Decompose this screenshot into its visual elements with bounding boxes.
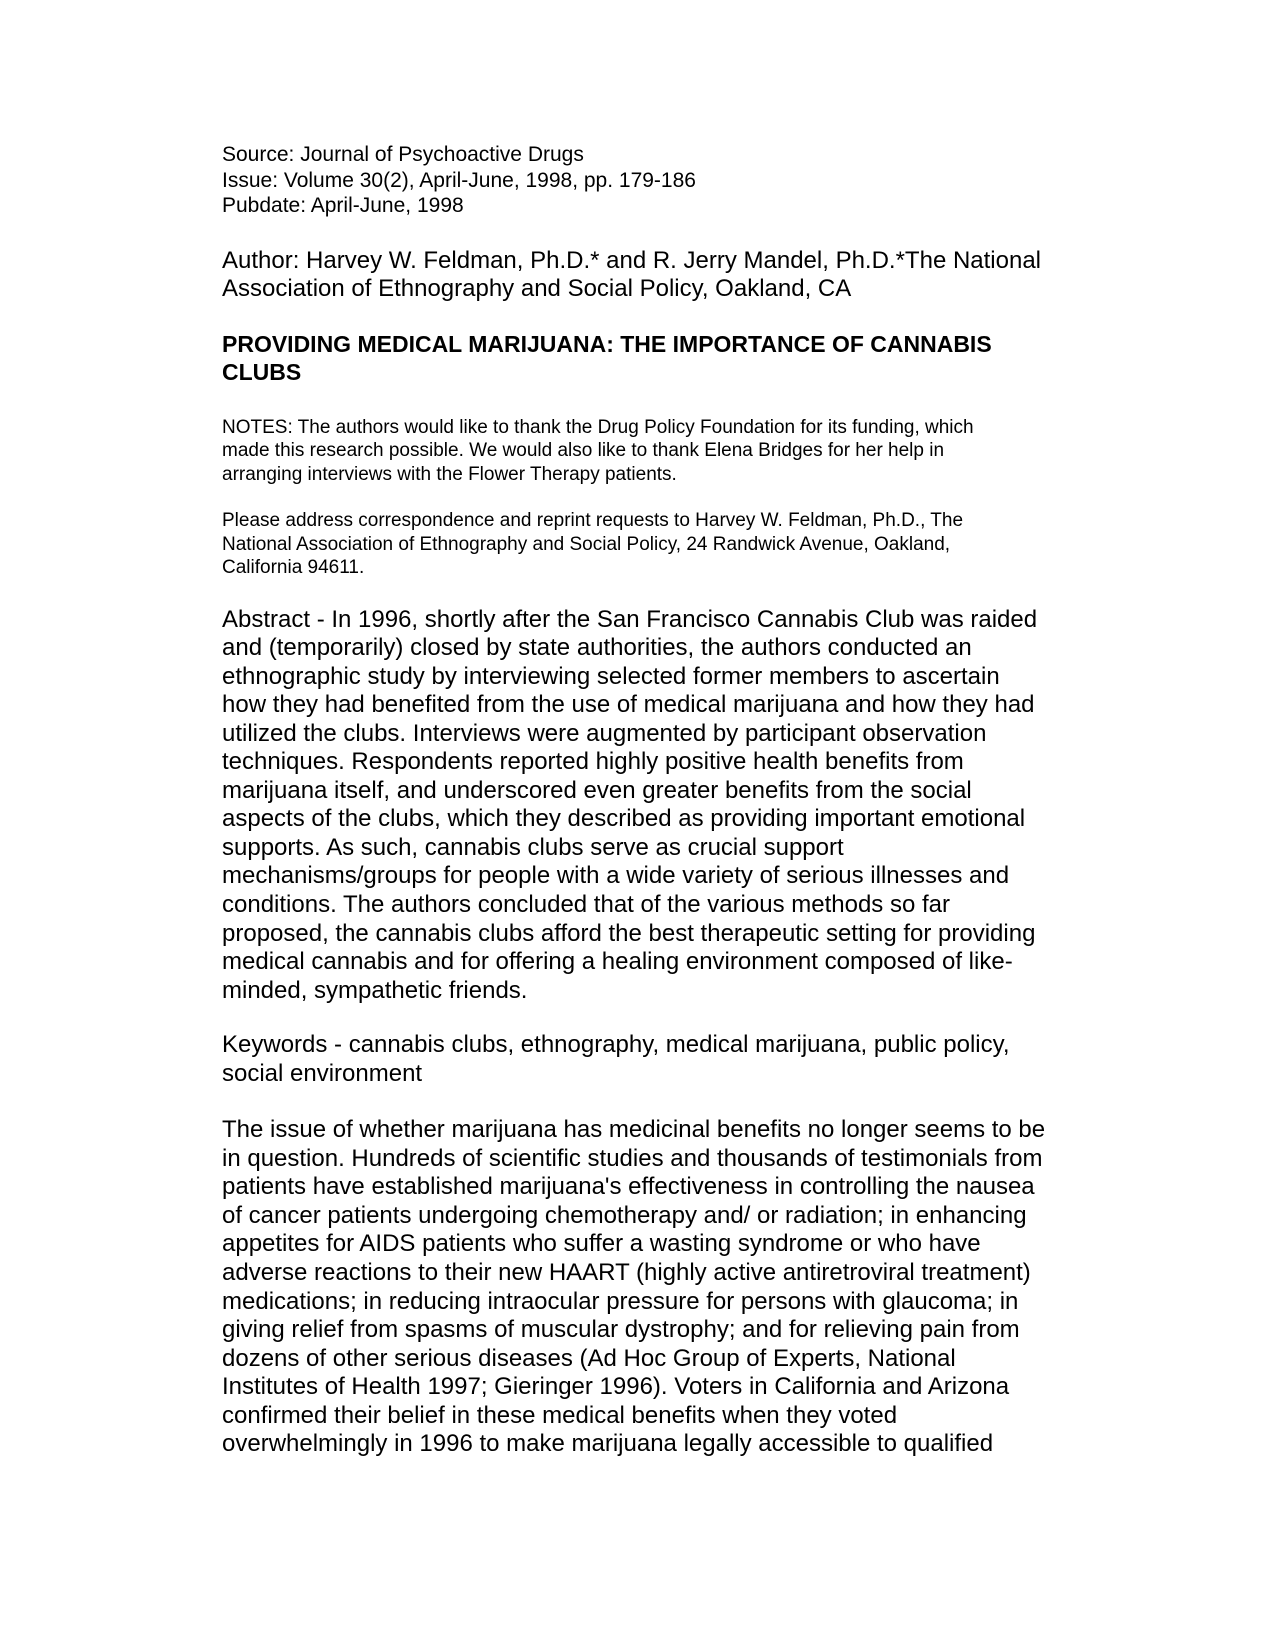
abstract-line: Abstract - In 1996, shortly after the San Francisco Cannabis Club was raided (222, 605, 1038, 633)
intro-line: overwhelmingly in 1996 to make marijuana legally accessible to qualified (222, 1430, 994, 1458)
intro-line: adverse reactions to their new HAART (highly active antiretroviral treatment) (222, 1258, 1031, 1286)
intro-line: The issue of whether marijuana has medicinal benefits no longer seems to be (222, 1116, 1046, 1144)
author-line-1: Author: Harvey W. Feldman, Ph.D.* and R. Jerry Mandel, Ph.D.*The National (222, 246, 1042, 274)
correspondence-line: California 94611. (222, 557, 365, 578)
source-block (222, 142, 1082, 219)
abstract-line: how they had benefited from the use of medical marijuana and how they had (222, 691, 1035, 719)
title-line-1: PROVIDING MEDICAL MARIJUANA: THE IMPORTANCE OF CANNABIS (222, 330, 992, 357)
abstract-line: conditions. The authors concluded that of the various methods so far (222, 890, 950, 918)
abstract-line: techniques. Respondents reported highly positive health benefits from (222, 748, 964, 776)
intro-line: appetites for AIDS patients who suffer a wasting syndrome or who have (222, 1230, 981, 1258)
notes-line: made this research possible. We would also like to thank Elena Bridges for her help in (222, 440, 945, 461)
abstract-line: minded, sympathetic friends. (222, 976, 528, 1004)
correspondence-line: National Association of Ethnography and Social Policy, 24 Randwick Avenue, Oakland, (222, 533, 951, 555)
intro-line: patients have established marijuana's effectiveness in controlling the nausea (222, 1173, 1035, 1201)
abstract-line: and (temporarily) closed by state authorities, the authors conducted an (222, 634, 972, 662)
intro-paragraph (222, 1116, 1082, 1459)
abstract-line: marijuana itself, and underscored even greater benefits from the social (222, 776, 972, 804)
source-line: Source: Journal of Psychoactive Drugs (222, 143, 584, 166)
intro-line: confirmed their belief in these medical benefits when they voted (222, 1401, 898, 1429)
correspondence-line: Please address correspondence and reprint requests to Harvey W. Feldman, Ph.D., The (222, 510, 964, 531)
abstract-paragraph (222, 606, 1082, 1006)
notes-line: NOTES: The authors would like to thank the Drug Policy Foundation for its funding, which (222, 416, 974, 438)
abstract-line: proposed, the cannabis clubs afford the best therapeutic setting for providing (222, 919, 1036, 947)
abstract-line: medical cannabis and for offering a healing environment composed of like- (222, 948, 1013, 976)
intro-line: dozens of other serious diseases (Ad Hoc Group of Experts, National (222, 1344, 956, 1372)
author-affiliation (222, 247, 1082, 304)
author-line-2: Association of Ethnography and Social Policy, Oakland, CA (222, 275, 852, 302)
article-title (222, 330, 1082, 387)
abstract-line: aspects of the clubs, which they described as providing important emotional (222, 805, 1026, 833)
intro-line: giving relief from spasms of muscular dystrophy; and for relieving pain from (222, 1316, 1020, 1344)
notes-paragraph (222, 416, 1082, 487)
keywords-paragraph (222, 1031, 1082, 1088)
intro-line: Institutes of Health 1997; Gieringer 1996). Voters in California and Arizona (222, 1373, 1010, 1401)
notes-line: arranging interviews with the Flower Therapy patients. (222, 463, 677, 485)
issue-line: Issue: Volume 30(2), April-June, 1998, pp. 179-186 (222, 168, 696, 192)
title-line-2: CLUBS (222, 359, 302, 385)
keywords-line: social environment (222, 1059, 423, 1087)
intro-line: in question. Hundreds of scientific studies and thousands of testimonials from (222, 1144, 1043, 1172)
abstract-line: mechanisms/groups for people with a wide variety of serious illnesses and (222, 862, 1010, 890)
abstract-line: ethnographic study by interviewing selected former members to ascertain (222, 662, 1000, 690)
correspondence-paragraph (222, 509, 1082, 580)
keywords-line: Keywords - cannabis clubs, ethnography, medical marijuana, public policy, (222, 1031, 1010, 1059)
document-page (222, 142, 1082, 1459)
intro-line: medications; in reducing intraocular pressure for persons with glaucoma; in (222, 1287, 1019, 1315)
pubdate-line: Pubdate: April-June, 1998 (222, 194, 464, 217)
abstract-line: supports. As such, cannabis clubs serve as crucial support (222, 833, 844, 861)
intro-line: of cancer patients undergoing chemotherapy and/ or radiation; in enhancing (222, 1201, 1027, 1229)
abstract-line: utilized the clubs. Interviews were augmented by participant observation (222, 719, 987, 747)
